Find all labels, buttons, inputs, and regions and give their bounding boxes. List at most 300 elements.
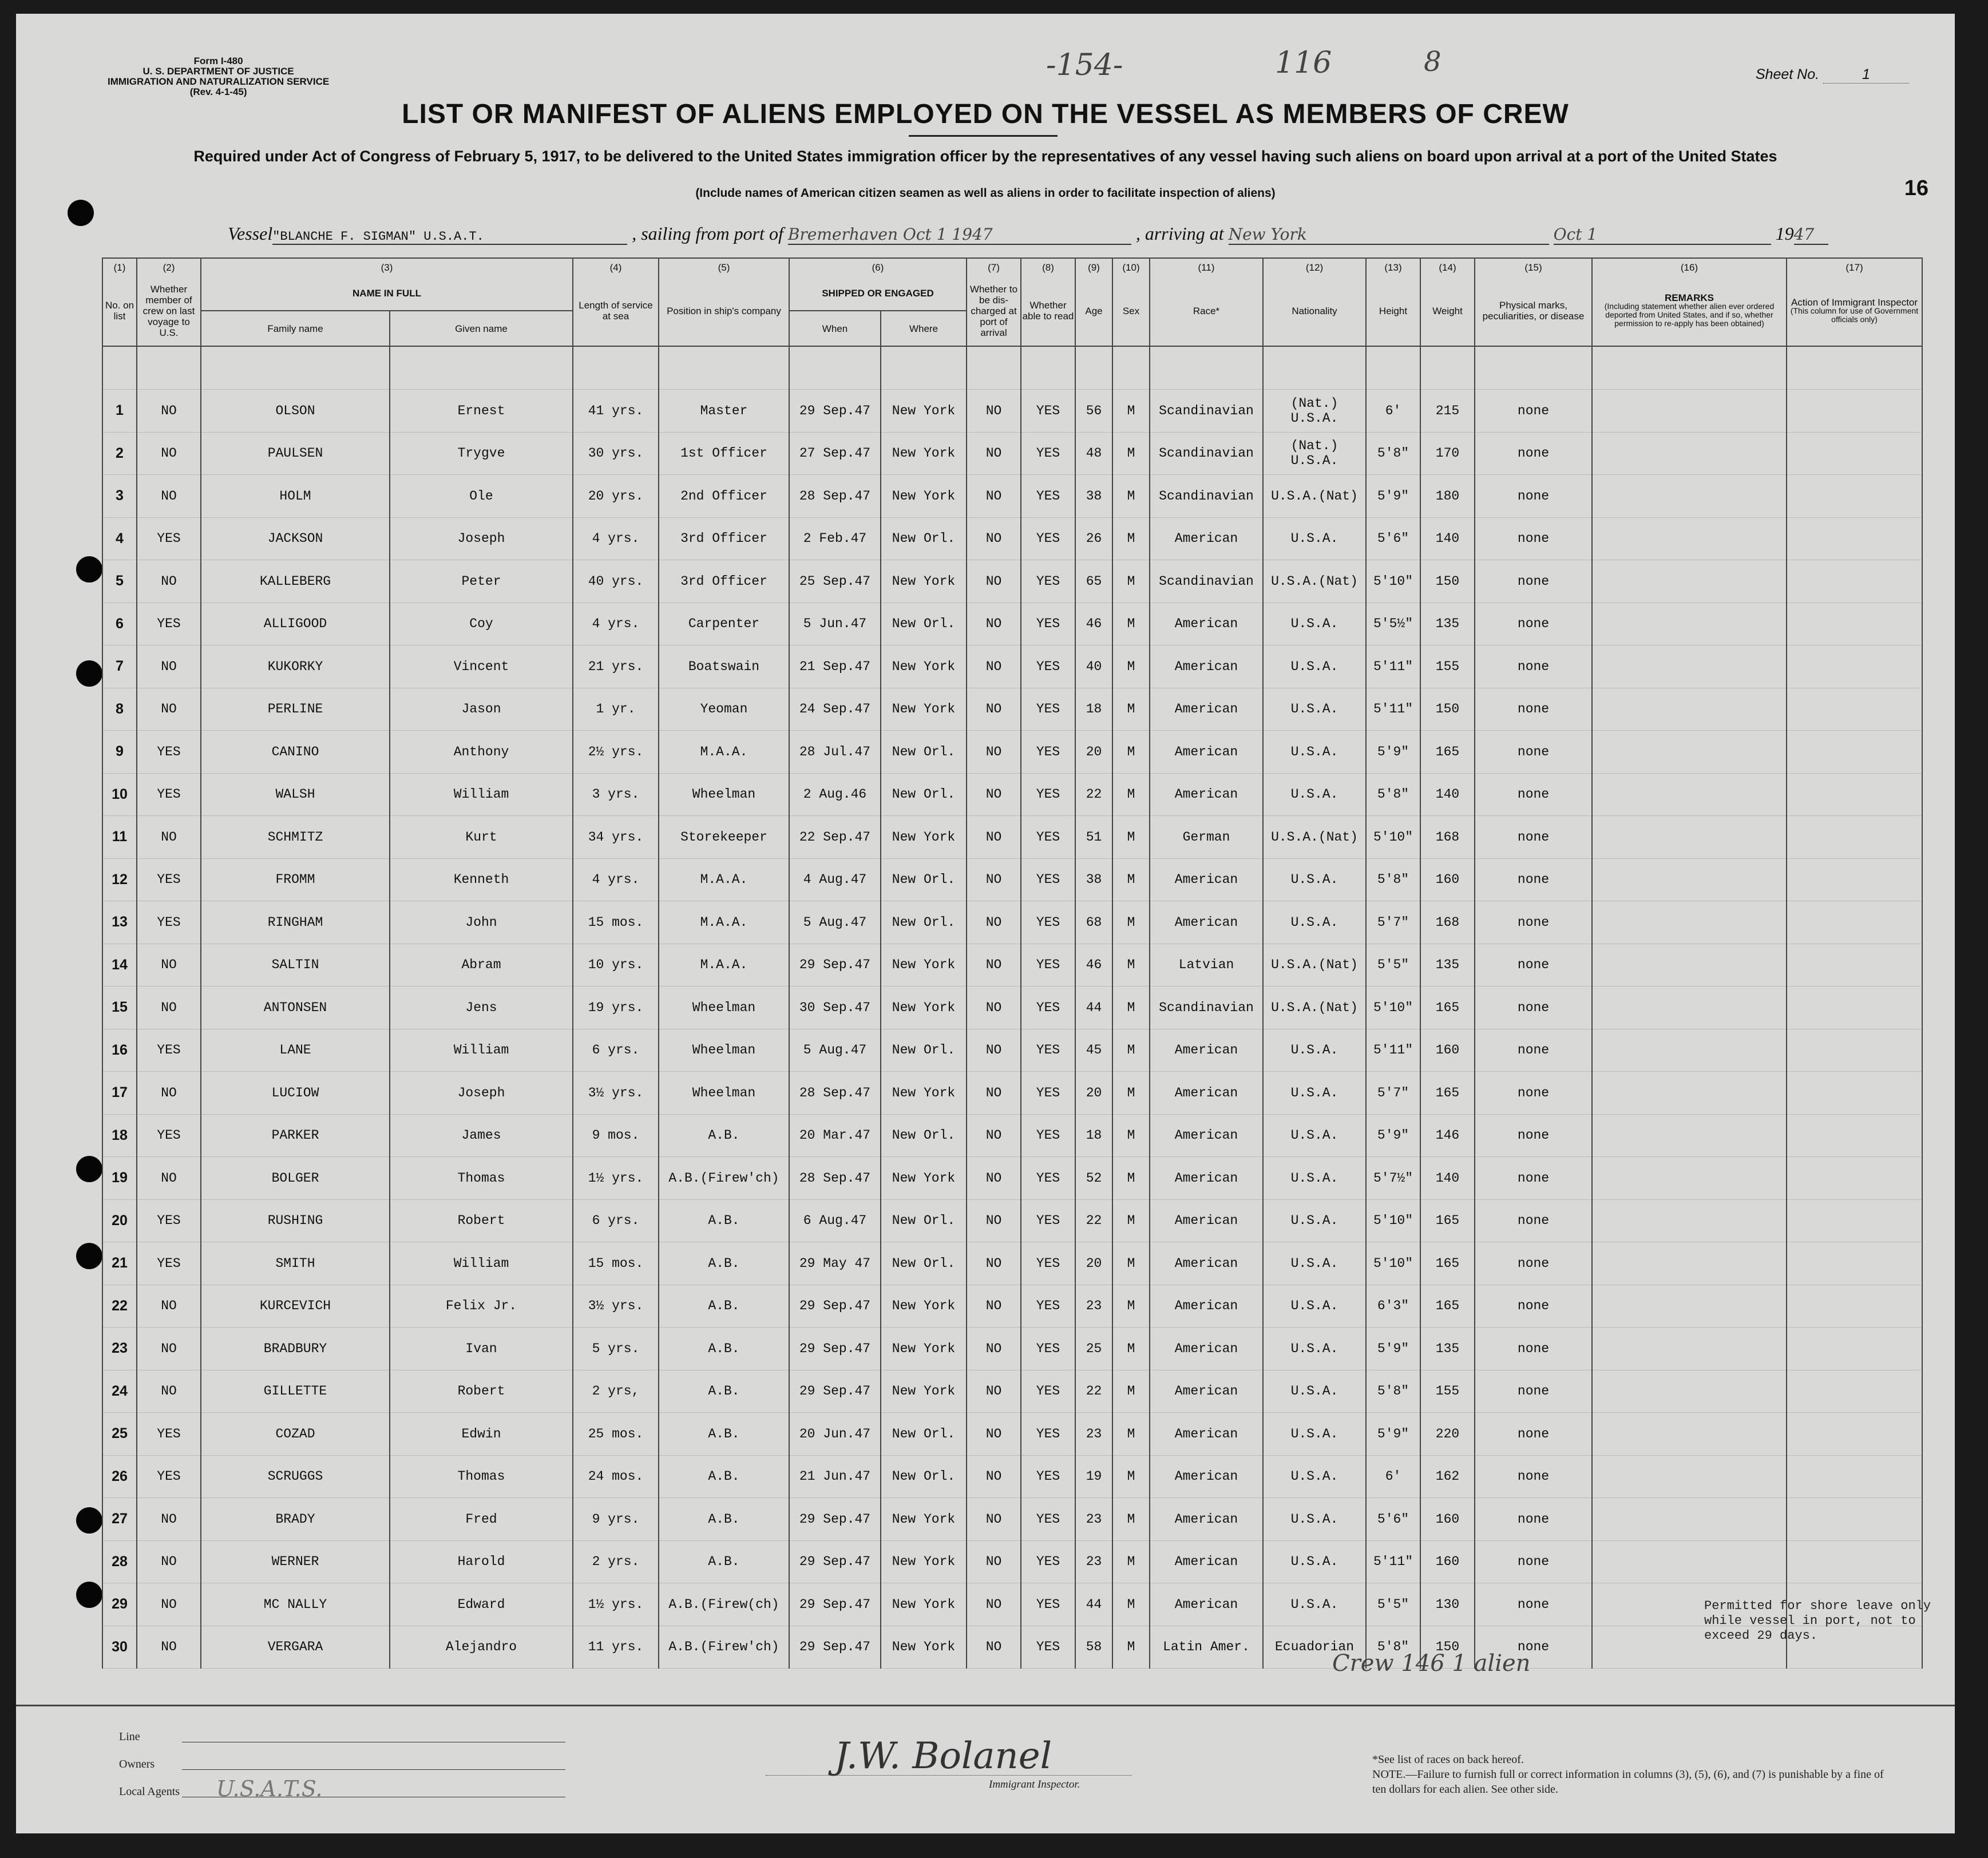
shipped-when: 28 Jul.47	[789, 731, 881, 774]
list-number: 6	[102, 603, 137, 645]
age: 45	[1075, 1029, 1112, 1072]
age: 22	[1075, 773, 1112, 816]
remarks-cell	[1592, 390, 1787, 433]
position: A.B.	[659, 1455, 789, 1498]
given-name: John	[390, 901, 573, 944]
last-voyage: NO	[137, 1540, 201, 1583]
physical-marks: none	[1475, 858, 1592, 901]
weight: 135	[1420, 944, 1475, 987]
family-name: WERNER	[201, 1540, 390, 1583]
nationality: U.S.A.	[1263, 773, 1366, 816]
include-note: (Include names of American citizen seamen as well as aliens in order to facilitate inspection of aliens)	[695, 187, 1276, 200]
given-name: Robert	[390, 1199, 573, 1242]
given-name: Kenneth	[390, 858, 573, 901]
height: 5'9"	[1366, 731, 1420, 774]
family-name: SMITH	[201, 1242, 390, 1285]
last-voyage: NO	[137, 432, 201, 475]
last-voyage: NO	[137, 560, 201, 603]
discharge: NO	[967, 901, 1021, 944]
physical-marks: none	[1475, 475, 1592, 518]
table-row	[102, 1626, 1922, 1669]
discharge: NO	[967, 1114, 1021, 1157]
discharge: NO	[967, 390, 1021, 433]
handwritten-number-1: -154-	[1046, 48, 1123, 82]
remarks-cell	[1592, 1242, 1787, 1285]
physical-marks: none	[1475, 1072, 1592, 1115]
shipped-when: 21 Sep.47	[789, 645, 881, 688]
race: American	[1150, 901, 1263, 944]
remarks-cell	[1592, 1455, 1787, 1498]
physical-marks: none	[1475, 773, 1592, 816]
race: German	[1150, 816, 1263, 859]
sheet-number	[1756, 66, 1909, 84]
physical-marks: none	[1475, 901, 1592, 944]
shipped-when: 29 Sep.47	[789, 944, 881, 987]
sex: M	[1112, 560, 1150, 603]
crew-rows	[102, 346, 1922, 1669]
given-name: Fred	[390, 1498, 573, 1541]
sex: M	[1112, 1540, 1150, 1583]
family-name: JACKSON	[201, 517, 390, 560]
col12-number: (12)	[1263, 258, 1366, 276]
height: 5'8"	[1366, 432, 1420, 475]
inspector-action-cell	[1787, 432, 1922, 475]
able-to-read: YES	[1021, 1072, 1075, 1115]
family-name: LANE	[201, 1029, 390, 1072]
able-to-read: YES	[1021, 1370, 1075, 1413]
shipped-when: 5 Aug.47	[789, 1029, 881, 1072]
position: A.B.	[659, 1370, 789, 1413]
position: Yeoman	[659, 688, 789, 731]
list-number: 5	[102, 560, 137, 603]
discharge: NO	[967, 944, 1021, 987]
family-name: FROMM	[201, 858, 390, 901]
inspector-action-cell	[1787, 1413, 1922, 1456]
sex: M	[1112, 475, 1150, 518]
col6-number: (6)	[789, 258, 967, 276]
last-voyage: NO	[137, 1157, 201, 1200]
list-number: 28	[102, 1540, 137, 1583]
shipped-when: 28 Sep.47	[789, 1157, 881, 1200]
sex: M	[1112, 1455, 1150, 1498]
inspector-action-cell	[1787, 773, 1922, 816]
last-voyage: YES	[137, 731, 201, 774]
discharge: NO	[967, 858, 1021, 901]
family-name: PERLINE	[201, 688, 390, 731]
list-number: 8	[102, 688, 137, 731]
race: American	[1150, 1540, 1263, 1583]
inspector-action-cell	[1787, 1455, 1922, 1498]
physical-marks: none	[1475, 1157, 1592, 1200]
inspector-action-cell	[1787, 731, 1922, 774]
service-length: 2 yrs,	[573, 1370, 659, 1413]
remarks-cell	[1592, 944, 1787, 987]
race: American	[1150, 1072, 1263, 1115]
col2-number: (2)	[137, 258, 201, 276]
discharge: NO	[967, 1455, 1021, 1498]
given-name: Jason	[390, 688, 573, 731]
handwritten-number-3: 8	[1424, 46, 1442, 78]
position: Wheelman	[659, 773, 789, 816]
age: 23	[1075, 1498, 1112, 1541]
given-name: Coy	[390, 603, 573, 645]
sex: M	[1112, 1626, 1150, 1669]
table-row	[102, 1413, 1922, 1456]
weight: 155	[1420, 1370, 1475, 1413]
able-to-read: YES	[1021, 816, 1075, 859]
position: Wheelman	[659, 1029, 789, 1072]
last-voyage: NO	[137, 390, 201, 433]
service-length: 40 yrs.	[573, 560, 659, 603]
service-length: 4 yrs.	[573, 517, 659, 560]
inspector-action-cell	[1787, 1285, 1922, 1328]
shipped-where: New Orl.	[881, 1114, 967, 1157]
height: 6'	[1366, 390, 1420, 433]
nationality: U.S.A.	[1263, 645, 1366, 688]
family-name: SALTIN	[201, 944, 390, 987]
height: 5'11"	[1366, 645, 1420, 688]
shipped-where: New Orl.	[881, 1413, 967, 1456]
table-row	[102, 1199, 1922, 1242]
physical-marks: none	[1475, 432, 1592, 475]
table-row	[102, 560, 1922, 603]
sex: M	[1112, 1328, 1150, 1370]
age: 51	[1075, 816, 1112, 859]
shipped-when: 28 Sep.47	[789, 475, 881, 518]
remarks-cell	[1592, 1413, 1787, 1456]
able-to-read: YES	[1021, 1455, 1075, 1498]
shipped-where: New York	[881, 1072, 967, 1115]
family-name: GILLETTE	[201, 1370, 390, 1413]
discharge: NO	[967, 1498, 1021, 1541]
immigrant-inspector-label: Immigrant Inspector.	[989, 1778, 1080, 1790]
given-name: Kurt	[390, 816, 573, 859]
position: Boatswain	[659, 645, 789, 688]
header-position: Position in ship's company	[659, 276, 789, 346]
inspector-action-cell	[1787, 475, 1922, 518]
sex: M	[1112, 1157, 1150, 1200]
able-to-read: YES	[1021, 1413, 1075, 1456]
age: 48	[1075, 432, 1112, 475]
nationality: U.S.A.(Nat)	[1263, 475, 1366, 518]
remarks-cell	[1592, 688, 1787, 731]
height: 5'10"	[1366, 560, 1420, 603]
nationality: U.S.A.	[1263, 517, 1366, 560]
inspector-action-cell	[1787, 1540, 1922, 1583]
family-name: HOLM	[201, 475, 390, 518]
remarks-cell	[1592, 1285, 1787, 1328]
family-name: RUSHING	[201, 1199, 390, 1242]
race: American	[1150, 1029, 1263, 1072]
position: 2nd Officer	[659, 475, 789, 518]
vessel-label: Vessel	[228, 223, 273, 244]
given-name: William	[390, 1029, 573, 1072]
table-row	[102, 1540, 1922, 1583]
shipped-where: New York	[881, 944, 967, 987]
shipped-where: New York	[881, 987, 967, 1029]
crew-table	[102, 257, 1923, 1669]
weight: 140	[1420, 517, 1475, 560]
race: Latvian	[1150, 944, 1263, 987]
shipped-when: 29 Sep.47	[789, 1498, 881, 1541]
given-name: Ivan	[390, 1328, 573, 1370]
act-statement: Required under Act of Congress of February 5, 1917, to be delivered to the United States immigration officer by the representatives of any vessel having such aliens on board upon arrival at a port of the United States	[193, 148, 1777, 165]
shipped-where: New York	[881, 475, 967, 518]
table-row	[102, 1072, 1922, 1115]
service-length: 3 yrs.	[573, 773, 659, 816]
family-name: COZAD	[201, 1413, 390, 1456]
position: 3rd Officer	[659, 560, 789, 603]
race: Latin Amer.	[1150, 1626, 1263, 1669]
owners-field	[182, 1769, 565, 1770]
discharge: NO	[967, 688, 1021, 731]
position: Carpenter	[659, 603, 789, 645]
weight: 135	[1420, 1328, 1475, 1370]
sheet-value: 1	[1823, 66, 1909, 84]
age: 20	[1075, 731, 1112, 774]
discharge: NO	[967, 645, 1021, 688]
race: American	[1150, 688, 1263, 731]
weight: 140	[1420, 773, 1475, 816]
weight: 150	[1420, 688, 1475, 731]
shipped-where: New York	[881, 1370, 967, 1413]
given-name: Felix Jr.	[390, 1285, 573, 1328]
height: 5'11"	[1366, 1540, 1420, 1583]
weight: 155	[1420, 645, 1475, 688]
shipped-where: New Orl.	[881, 901, 967, 944]
shipped-when: 30 Sep.47	[789, 987, 881, 1029]
col15-number: (15)	[1475, 258, 1592, 276]
height: 5'5"	[1366, 944, 1420, 987]
position: Storekeeper	[659, 816, 789, 859]
inspector-action-cell	[1787, 944, 1922, 987]
position: M.A.A.	[659, 901, 789, 944]
weight: 215	[1420, 390, 1475, 433]
last-voyage: YES	[137, 1413, 201, 1456]
shipped-when: 29 Sep.47	[789, 1328, 881, 1370]
col11-number: (11)	[1150, 258, 1263, 276]
position: A.B.	[659, 1413, 789, 1456]
discharge: NO	[967, 1413, 1021, 1456]
remarks-cell	[1592, 901, 1787, 944]
header-no-on-list: No. on list	[102, 276, 137, 346]
inspector-action-cell	[1787, 901, 1922, 944]
weight: 165	[1420, 1072, 1475, 1115]
year-value: 47	[1794, 225, 1828, 245]
family-name: VERGARA	[201, 1626, 390, 1669]
able-to-read: YES	[1021, 944, 1075, 987]
signature-line	[766, 1775, 1132, 1776]
physical-marks: none	[1475, 1242, 1592, 1285]
weight: 146	[1420, 1114, 1475, 1157]
table-row	[102, 432, 1922, 475]
remarks-cell	[1592, 1072, 1787, 1115]
nationality: U.S.A.	[1263, 1199, 1366, 1242]
weight: 150	[1420, 1626, 1475, 1669]
vessel-name: "BLANCHE F. SIGMAN" U.S.A.T.	[272, 229, 627, 245]
col9-number: (9)	[1075, 258, 1112, 276]
able-to-read: YES	[1021, 688, 1075, 731]
list-number: 17	[102, 1072, 137, 1115]
last-voyage: YES	[137, 1199, 201, 1242]
nationality: U.S.A.	[1263, 1413, 1366, 1456]
sex: M	[1112, 517, 1150, 560]
nationality: U.S.A.	[1263, 731, 1366, 774]
given-name: Peter	[390, 560, 573, 603]
position: A.B.	[659, 1285, 789, 1328]
nationality: Ecuadorian	[1263, 1626, 1366, 1669]
position: A.B.	[659, 1199, 789, 1242]
family-name: PARKER	[201, 1114, 390, 1157]
col1-number: (1)	[102, 258, 137, 276]
height: 5'9"	[1366, 1114, 1420, 1157]
weight: 165	[1420, 731, 1475, 774]
race: American	[1150, 1498, 1263, 1541]
able-to-read: YES	[1021, 475, 1075, 518]
list-number: 25	[102, 1413, 137, 1456]
height: 5'10"	[1366, 987, 1420, 1029]
shipped-where: New York	[881, 816, 967, 859]
physical-marks: none	[1475, 1114, 1592, 1157]
remarks-cell	[1592, 858, 1787, 901]
inspector-action-cell	[1787, 1157, 1922, 1200]
inspector-action-cell	[1787, 858, 1922, 901]
able-to-read: YES	[1021, 1029, 1075, 1072]
list-number: 30	[102, 1626, 137, 1669]
last-voyage: NO	[137, 816, 201, 859]
given-name: James	[390, 1114, 573, 1157]
age: 68	[1075, 901, 1112, 944]
remarks-cell	[1592, 816, 1787, 859]
weight: 170	[1420, 432, 1475, 475]
table-row	[102, 1328, 1922, 1370]
height: 5'6"	[1366, 1498, 1420, 1541]
age: 20	[1075, 1072, 1112, 1115]
inspector-signature: J.W. Bolanel	[834, 1735, 1052, 1777]
nationality: U.S.A.	[1263, 1157, 1366, 1200]
service-length: 24 mos.	[573, 1455, 659, 1498]
table-row	[102, 1285, 1922, 1328]
shipped-when: 20 Jun.47	[789, 1413, 881, 1456]
inspector-action-cell	[1787, 1199, 1922, 1242]
age: 38	[1075, 858, 1112, 901]
shipped-where: New York	[881, 390, 967, 433]
physical-marks: none	[1475, 1029, 1592, 1072]
service-length: 21 yrs.	[573, 645, 659, 688]
remarks-cell	[1592, 432, 1787, 475]
last-voyage: YES	[137, 517, 201, 560]
inspector-action-cell	[1787, 390, 1922, 433]
given-name: Edwin	[390, 1413, 573, 1456]
age: 46	[1075, 944, 1112, 987]
nationality: U.S.A.	[1263, 1114, 1366, 1157]
able-to-read: YES	[1021, 1114, 1075, 1157]
shipped-when: 25 Sep.47	[789, 560, 881, 603]
height: 5'7½"	[1366, 1157, 1420, 1200]
able-to-read: YES	[1021, 560, 1075, 603]
nationality: U.S.A.(Nat)	[1263, 816, 1366, 859]
sex: M	[1112, 432, 1150, 475]
last-voyage: NO	[137, 1285, 201, 1328]
inspector-action-cell	[1787, 1370, 1922, 1413]
sex: M	[1112, 688, 1150, 731]
header-shipped-engaged: SHIPPED OR ENGAGED	[789, 276, 967, 311]
header-where: Where	[881, 311, 967, 346]
year-prefix: 19	[1775, 223, 1794, 244]
shipped-where: New Orl.	[881, 1242, 967, 1285]
discharge: NO	[967, 560, 1021, 603]
shipped-where: New York	[881, 1498, 967, 1541]
position: A.B.	[659, 1114, 789, 1157]
height: 6'	[1366, 1455, 1420, 1498]
inspector-action-cell	[1787, 1114, 1922, 1157]
position: A.B.(Firew(ch)	[659, 1583, 789, 1626]
col17-number: (17)	[1787, 258, 1922, 276]
weight: 168	[1420, 816, 1475, 859]
col7-number: (7)	[967, 258, 1021, 276]
weight: 140	[1420, 1157, 1475, 1200]
height: 5'10"	[1366, 1199, 1420, 1242]
shipped-where: New York	[881, 645, 967, 688]
given-name: Harold	[390, 1540, 573, 1583]
position: M.A.A.	[659, 731, 789, 774]
last-voyage: YES	[137, 773, 201, 816]
service-length: 9 mos.	[573, 1114, 659, 1157]
weight: 165	[1420, 1242, 1475, 1285]
list-number: 19	[102, 1157, 137, 1200]
inspector-action-cell	[1787, 1498, 1922, 1541]
race: American	[1150, 731, 1263, 774]
remarks-shore-leave-note: Permitted for shore leave only while vessel in port, not to exceed 29 days.	[1704, 1599, 1931, 1643]
inspector-action-cell	[1787, 987, 1922, 1029]
discharge: NO	[967, 432, 1021, 475]
list-number: 18	[102, 1114, 137, 1157]
shipped-where: New York	[881, 432, 967, 475]
discharge: NO	[967, 816, 1021, 859]
shipped-when: 22 Sep.47	[789, 816, 881, 859]
discharge: NO	[967, 773, 1021, 816]
given-name: Alejandro	[390, 1626, 573, 1669]
weight: 165	[1420, 987, 1475, 1029]
sex: M	[1112, 390, 1150, 433]
discharge: NO	[967, 987, 1021, 1029]
sex: M	[1112, 1199, 1150, 1242]
shipped-when: 29 Sep.47	[789, 1626, 881, 1669]
service-length: 4 yrs.	[573, 858, 659, 901]
able-to-read: YES	[1021, 731, 1075, 774]
blank-row	[102, 346, 1922, 390]
family-name: RINGHAM	[201, 901, 390, 944]
inspector-action-cell	[1787, 688, 1922, 731]
sex: M	[1112, 1242, 1150, 1285]
shipped-where: New York	[881, 1157, 967, 1200]
penalty-note: NOTE.—Failure to furnish full or correct information in columns (3), (5), (6), and (7) is punishable by a fine of ten dollars for each alien. See other side.	[1372, 1768, 1884, 1796]
sailing-port: Bremerhaven Oct 1 1947	[788, 225, 1131, 245]
remarks-cell	[1592, 645, 1787, 688]
able-to-read: YES	[1021, 858, 1075, 901]
shipped-where: New Orl.	[881, 773, 967, 816]
age: 65	[1075, 560, 1112, 603]
given-name: Anthony	[390, 731, 573, 774]
height: 5'11"	[1366, 1029, 1420, 1072]
col14-number: (14)	[1420, 258, 1475, 276]
vessel-line	[228, 223, 1828, 245]
table-row	[102, 475, 1922, 518]
nationality: U.S.A.(Nat)	[1263, 560, 1366, 603]
header-sex: Sex	[1112, 276, 1150, 346]
sex: M	[1112, 731, 1150, 774]
table-row	[102, 816, 1922, 859]
